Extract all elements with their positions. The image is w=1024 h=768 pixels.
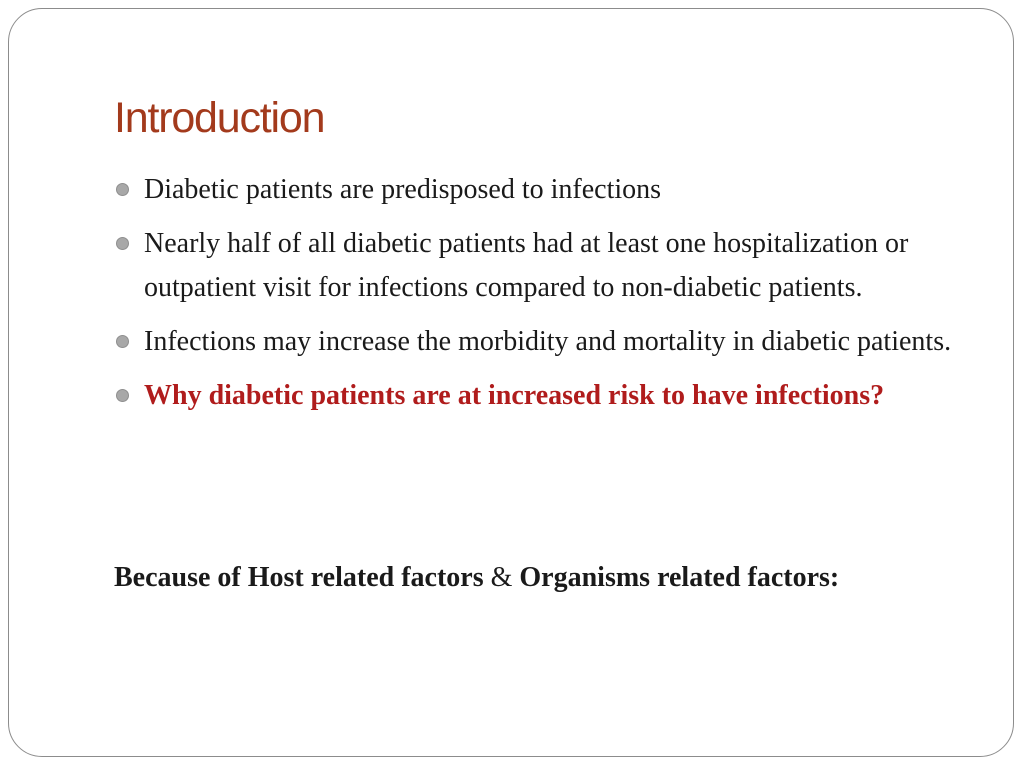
bullet-text: Infections may increase the morbidity and mortality in diabetic patients. xyxy=(144,326,952,357)
conclusion-text xyxy=(114,556,974,600)
bullet-dot-icon xyxy=(116,183,129,196)
bullet-text: Diabetic patients are predisposed to infections xyxy=(144,174,662,205)
bullet-dot-icon xyxy=(116,335,129,348)
bullet-item xyxy=(116,222,966,310)
conclusion-part-host: Because of Host related factors xyxy=(114,562,484,593)
conclusion-connector: & xyxy=(483,562,520,593)
slide-title: Introduction xyxy=(114,94,325,142)
bullet-dot-icon xyxy=(116,389,129,402)
bullet-list xyxy=(116,168,966,428)
bullet-text: Nearly half of all diabetic patients had at least one hospitalization or outpatient visit for infections compared to non-diabetic patients. xyxy=(144,228,909,303)
bullet-item-question xyxy=(116,374,966,418)
bullet-text-question: Why diabetic patients are at increased risk to have infections? xyxy=(144,380,885,411)
bullet-item xyxy=(116,320,966,364)
bullet-item xyxy=(116,168,966,212)
bullet-dot-icon xyxy=(116,237,129,250)
conclusion-part-organisms: Organisms related factors: xyxy=(519,562,840,593)
